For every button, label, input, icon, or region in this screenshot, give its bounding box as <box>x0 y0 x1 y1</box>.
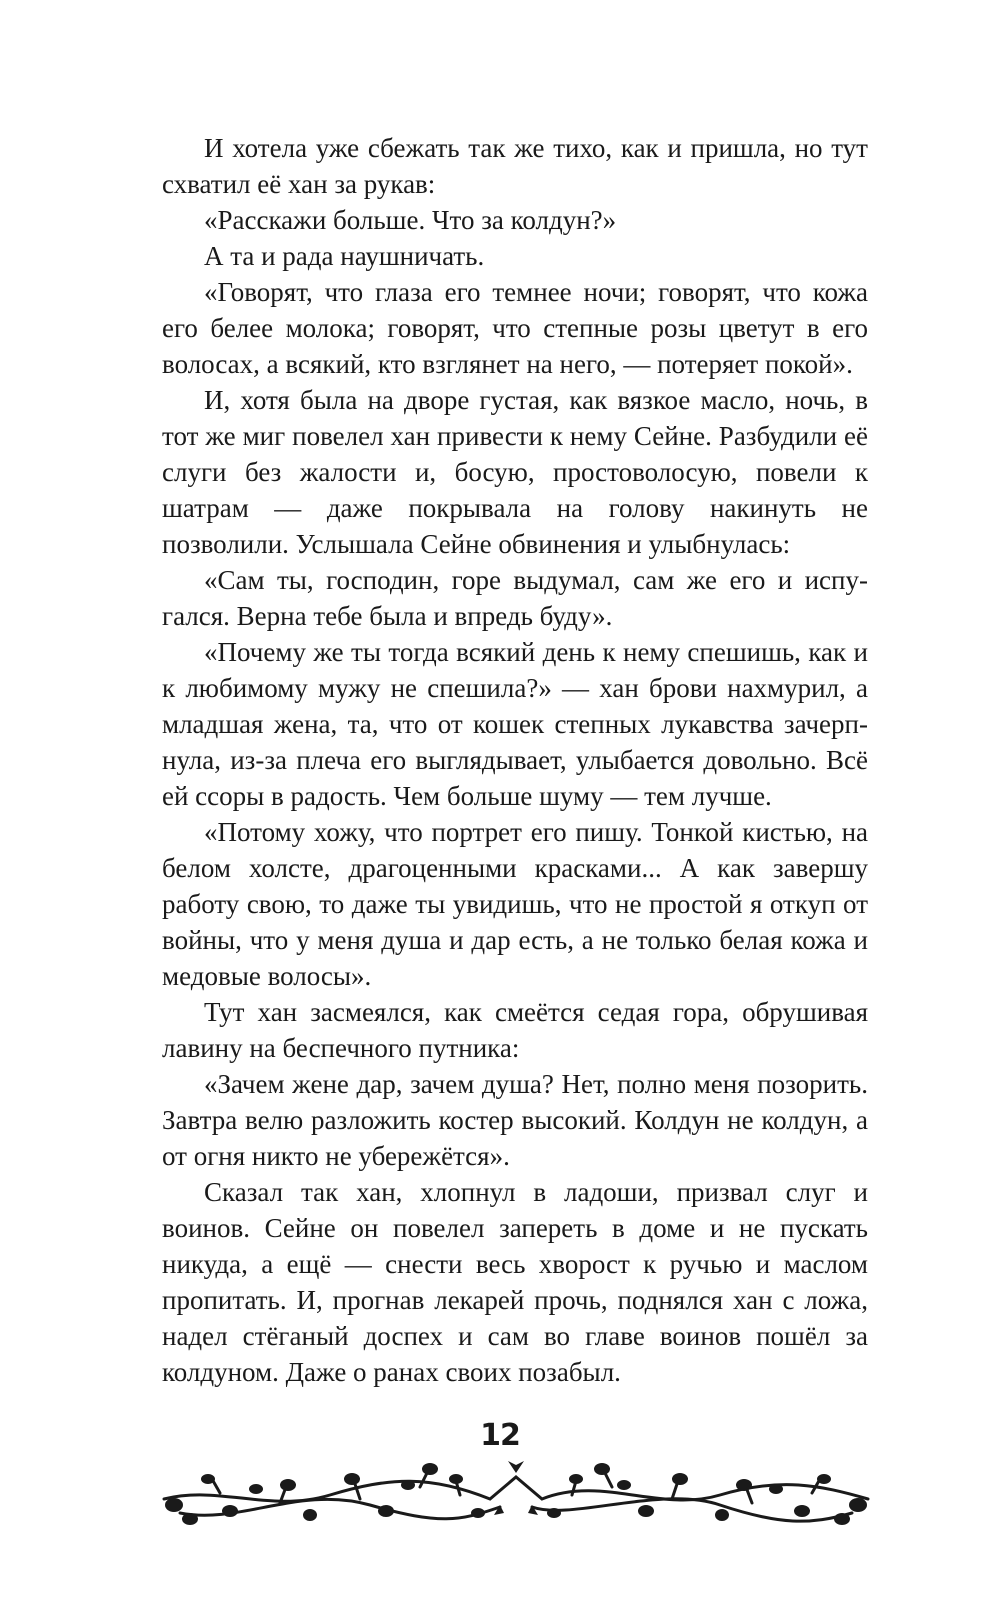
body-text <box>162 130 868 1390</box>
paragraph: «Зачем жене дар, зачем душа? Нет, полно меня позорить. Завтра велю разложить костер высокий. Колдун не колдун, а от огня никто не убережётся». <box>162 1069 868 1171</box>
paragraph: Тут хан засмеялся, как смеётся седая гора, обрушивая лавину на беспечного путника: <box>162 997 868 1063</box>
floral-vine-ornament-icon <box>160 1455 872 1535</box>
paragraph: «Сам ты, господин, горе выдумал, сам же его и испугался. Верна тебе была и впредь буду». <box>162 565 868 631</box>
paragraph: «Расскажи больше. Что за колдун?» <box>204 205 617 235</box>
paragraph: «Почему же ты тогда всякий день к нему спешишь, как и к любимому мужу не спешила?» — хан брови нахмурил, а младшая жена, та, что от кошек степных лукавства зачерпнула, из-за плеча его выглядывает, улыбается довольно. Всё ей ссоры в радость. Чем больше шуму — тем лучше. <box>162 637 868 811</box>
paragraph: Сказал так хан, хлопнул в ладоши, призвал слуг и воинов. Сейне он повелел запереть в доме и не пускать никуда, а ещё — снести весь хворост к ручью и маслом пропитать. И, прогнав лекарей прочь, поднялся хан с ложа, надел стёганый доспех и сам во главе воинов пошёл за колдуном. Даже о ранах своих позабыл. <box>162 1177 868 1387</box>
paragraph: А та и рада наушничать. <box>204 241 485 271</box>
page-number: 12 <box>480 1418 520 1453</box>
paragraph: «Говорят, что глаза его темнее ночи; говорят, что кожа его белее молока; говорят, что степные розы цветут в его волосах, а всякий, кто взглянет на него, — потеряет покой». <box>162 277 868 379</box>
paragraph: И, хотя была на дворе густая, как вязкое масло, ночь, в тот же миг повелел хан привести к нему Сейне. Разбудили её слуги без жалости и, босую, простоволосую, повели к шатрам — даже покрывала на голову накинуть не позволили. Услышала Сейне обвинения и улыбнулась: <box>162 385 868 559</box>
paragraph: «Потому хожу, что портрет его пишу. Тонкой кистью, на белом холсте, драгоценными красками... А как завершу работу свою, то даже ты увидишь, что не простой я откуп от войны, что у меня душа и дар есть, а не только белая кожа и медовые волосы». <box>162 817 868 991</box>
paragraph: И хотела уже сбежать так же тихо, как и пришла, но тут схватил её хан за рукав: <box>162 133 868 199</box>
